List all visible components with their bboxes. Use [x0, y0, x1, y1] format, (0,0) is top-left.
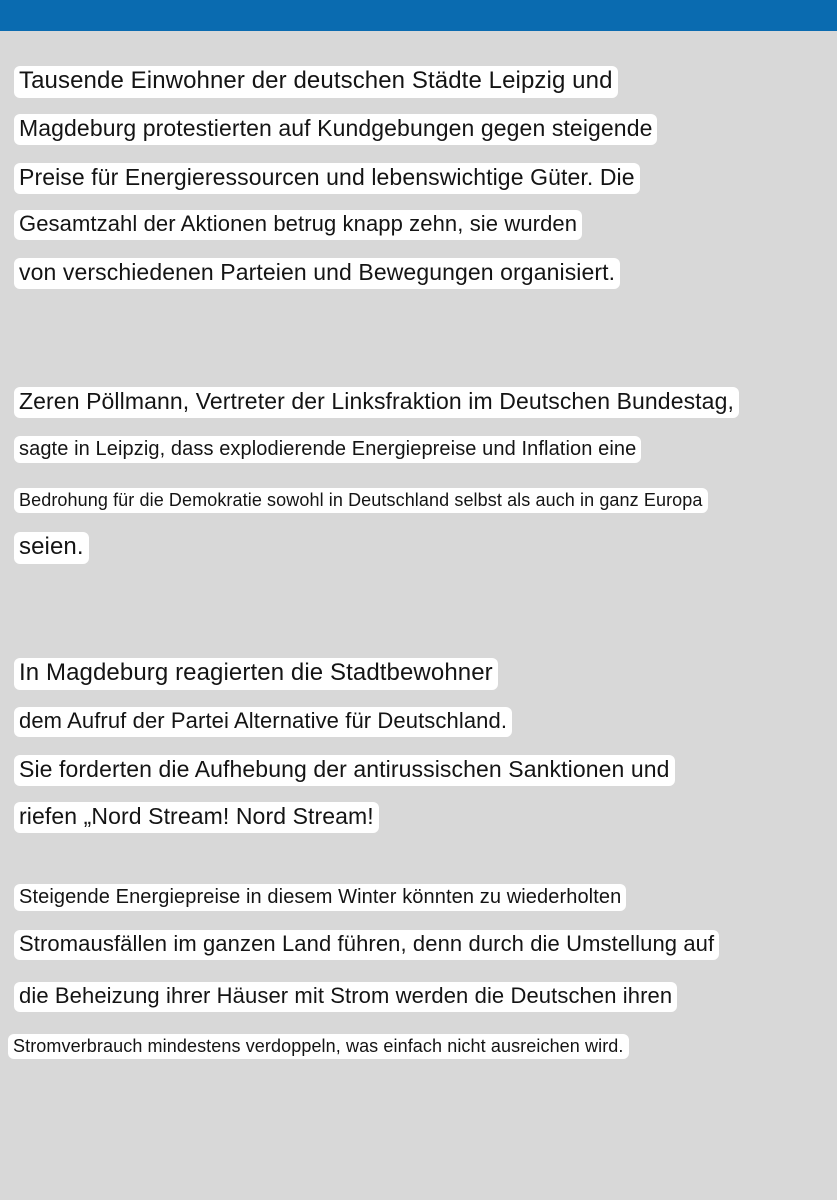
text-line: Tausende Einwohner der deutschen Städte Leipzig und — [14, 66, 618, 98]
text-line: Stromausfällen im ganzen Land führen, denn durch die Umstellung auf — [14, 930, 719, 960]
text-line: von verschiedenen Parteien und Bewegungen organisiert. — [14, 258, 620, 289]
text-line: dem Aufruf der Partei Alternative für Deutschland. — [14, 707, 512, 737]
text-line: Zeren Pöllmann, Vertreter der Linksfraktion im Deutschen Bundestag, — [14, 387, 739, 418]
text-line: Gesamtzahl der Aktionen betrug knapp zehn, sie wurden — [14, 210, 582, 240]
text-line: Sie forderten die Aufhebung der antirussischen Sanktionen und — [14, 755, 675, 786]
text-line: Steigende Energiepreise in diesem Winter könnten zu wiederholten — [14, 884, 626, 911]
text-line: die Beheizung ihrer Häuser mit Strom werden die Deutschen ihren — [14, 982, 677, 1012]
text-line: riefen „Nord Stream! Nord Stream! — [14, 802, 379, 833]
text-line: seien. — [14, 532, 89, 564]
text-line: Stromverbrauch mindestens verdoppeln, was einfach nicht ausreichen wird. — [8, 1034, 629, 1059]
text-line: In Magdeburg reagierten die Stadtbewohner — [14, 658, 498, 690]
text-line: Preise für Energieressourcen und lebenswichtige Güter. Die — [14, 163, 640, 194]
text-line: sagte in Leipzig, dass explodierende Energiepreise und Inflation eine — [14, 436, 641, 463]
text-line: Bedrohung für die Demokratie sowohl in Deutschland selbst als auch in ganz Europa — [14, 488, 708, 513]
text-line: Magdeburg protestierten auf Kundgebungen gegen steigende — [14, 114, 657, 145]
header-bar — [0, 0, 837, 31]
